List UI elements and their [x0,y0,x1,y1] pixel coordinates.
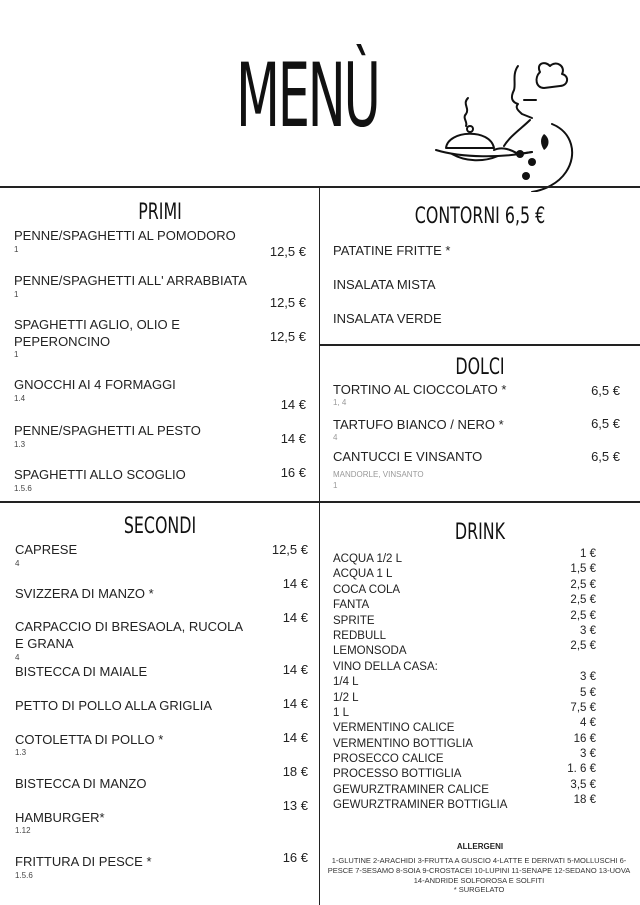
drink-name: ACQUA 1/2 L [333,553,403,565]
drink-name: LEMONSODA [333,645,407,658]
drink-price: 16 € [573,732,596,745]
item-allergens: 4 [333,433,338,442]
dolci-section [320,344,640,501]
drink-names [333,552,533,814]
item-name: CANTUCCI E VINSANTO [333,449,483,464]
drink-name: VERMENTINO CALICE [333,722,455,735]
item-price: 13 € [282,798,308,813]
item-price: 18 € [282,764,308,779]
item-name: PATATINE FRITTE * [333,243,451,258]
drink-name: VERMENTINO BOTTIGLIA [333,737,473,750]
item-price: 6,5 € [591,383,620,398]
item-price: 14 € [282,730,308,745]
drink-price: 1 € [580,548,596,560]
item-name: INSALATA VERDE [333,311,442,326]
drink-name: 1/4 L [333,676,359,689]
drink-price [516,655,596,670]
item-name: SVIZZERA DI MANZO * [15,586,154,601]
item-price: 16 € [280,465,306,480]
item-price: 6,5 € [591,416,620,431]
item-price: 14 € [282,576,308,591]
item-allergens: 1.3 [14,440,26,449]
item-name: TORTINO AL CIOCCOLATO * [333,382,507,397]
chef-serving-cloche-icon [432,58,582,192]
item-allergens: 4 [15,653,20,662]
item-allergens: 1 [14,245,19,254]
item-name: FRITTURA DI PESCE * [15,854,152,869]
item-name: CARPACCIO DI BRESAOLA, RUCOLA E GRANA [15,619,243,651]
drink-name: 1 L [333,706,349,719]
item-allergens: 1 [14,290,19,299]
item-price: 12,5 € [271,542,308,557]
menu-title: MENÙ [236,44,379,147]
item-price: 14 € [280,431,306,446]
item-name: CAPRESE [15,542,78,557]
item-name: SPAGHETTI AGLIO, OLIO E PEPERONCINO [14,317,180,349]
item-name: BISTECCA DI MAIALE [15,664,148,679]
secondi-section [0,502,320,905]
item-price: 14 € [282,696,308,711]
item-allergens: 1.3 [15,748,27,757]
drink-price: 2,5 € [570,594,596,607]
item-allergens: 1 [333,481,338,490]
item-name: COTOLETTA DI POLLO * [15,732,164,747]
drink-price: 5 € [580,686,596,699]
frozen-footnote: * SURGELATO [453,885,505,894]
drink-prices [516,547,596,809]
item-allergens: 4 [15,559,20,568]
drink-price: 7,5 € [570,701,596,714]
item-allergens: 1.5.6 [14,484,32,493]
item-allergens: 1.5.6 [15,871,33,880]
item-price: 12,5 € [269,244,306,259]
drink-name: ACQUA 1 L [333,568,393,581]
drink-name: 1/2 L [333,691,359,704]
item-allergens: 1.12 [15,826,31,835]
secondi-title: SECONDI [123,514,197,539]
item-note: MANDORLE, VINSANTO [333,470,424,479]
drink-name: COCA COLA [333,583,401,596]
contorni-section [320,186,640,344]
contorni-title: CONTORNI 6,5 € [414,204,546,229]
drink-price: 3 € [580,748,596,761]
item-name: PETTO DI POLLO ALLA GRIGLIA [15,698,213,713]
item-price: 16 € [282,850,308,865]
item-name: BISTECCA DI MANZO [15,776,147,791]
item-name: INSALATA MISTA [333,277,436,292]
item-allergens: 1 [14,350,19,359]
dolci-title: DOLCI [455,355,505,380]
drink-name: PROCESSO BOTTIGLIA [333,768,462,781]
drink-price: 3 € [580,671,596,684]
item-allergens: 1, 4 [333,398,347,407]
item-price: 6,5 € [591,449,620,464]
drink-price: 2,5 € [570,578,596,591]
primi-section [0,186,320,501]
item-name: PENNE/SPAGHETTI AL POMODORO [14,228,236,243]
item-name: GNOCCHI AI 4 FORMAGGI [14,377,176,392]
drink-price: 2,5 € [570,640,596,653]
drink-name: VINO DELLA CASA: [333,660,438,673]
item-name: HAMBURGER* [15,810,105,825]
item-price: 12,5 € [269,295,306,310]
allergens-legend: 1-GLUTINE 2-ARACHIDI 3-FRUTTA A GUSCIO 4-LATTE E DERIVATI 5-MOLLUSCHI 6-PESCE 7-SESAMO 8-SOIA 9-CROSTACEI 10-LUPINI 11-SENAPE 12-SEDANO 13-UOVA 14-ANDRIDE SOLFOROSA E SOLFITI [327,856,631,885]
drink-name: GEWURZTRAMINER CALICE [333,783,489,796]
drink-price: 3,5 € [570,778,596,791]
drink-price: 1,5 € [570,563,596,576]
item-name: PENNE/SPAGHETTI ALL' ARRABBIATA [14,273,247,288]
drink-name: SPRITE [333,614,375,627]
item-name: TARTUFO BIANCO / NERO * [333,417,504,432]
drink-title: DRINK [454,520,506,545]
item-price: 14 € [282,662,308,677]
item-name: PENNE/SPAGHETTI AL PESTO [14,423,201,438]
drink-name: REDBULL [333,629,387,642]
drink-name: GEWURZTRAMINER BOTTIGLIA [333,799,508,812]
allergens-title: ALLERGENI [456,842,504,851]
item-name: SPAGHETTI ALLO SCOGLIO [14,467,186,482]
item-price: 14 € [282,610,308,625]
drink-price: 18 € [573,794,596,807]
drink-price: 1. 6 € [567,763,596,776]
primi-title: PRIMI [138,200,182,225]
drink-price: 4 € [580,717,596,730]
drink-price: 2,5 € [570,609,596,622]
item-price: 14 € [280,397,306,412]
item-price: 12,5 € [269,329,306,344]
item-allergens: 1.4 [14,394,26,403]
drink-price: 3 € [580,624,596,637]
drink-name: PROSECCO CALICE [333,753,444,766]
drink-name: FANTA [333,599,370,612]
